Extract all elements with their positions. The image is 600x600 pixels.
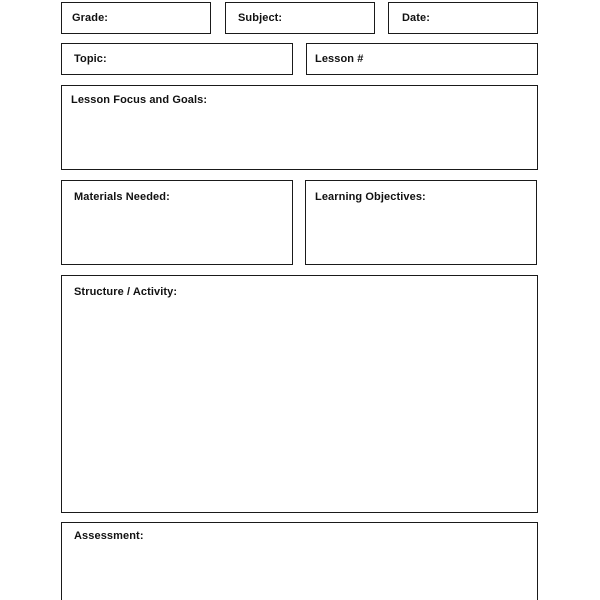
lesson-number-field[interactable]	[306, 43, 538, 75]
subject-label: Subject:	[238, 12, 283, 24]
objectives-field[interactable]	[305, 180, 537, 265]
subject-field[interactable]	[225, 2, 375, 34]
topic-label: Topic:	[74, 53, 107, 65]
grade-label: Grade:	[72, 12, 109, 24]
grade-field[interactable]	[61, 2, 211, 34]
structure-activity-label: Structure / Activity:	[74, 286, 178, 298]
date-field[interactable]	[388, 2, 538, 34]
assessment-field[interactable]	[61, 522, 538, 600]
objectives-label: Learning Objectives:	[315, 191, 426, 203]
focus-goals-label: Lesson Focus and Goals:	[71, 94, 208, 106]
topic-field[interactable]	[61, 43, 293, 75]
structure-activity-field[interactable]	[61, 275, 538, 513]
date-label: Date:	[402, 12, 431, 24]
materials-label: Materials Needed:	[74, 191, 170, 203]
materials-field[interactable]	[61, 180, 293, 265]
assessment-label: Assessment:	[74, 530, 144, 542]
focus-goals-field[interactable]	[61, 85, 538, 170]
lesson-number-label: Lesson #	[315, 53, 364, 65]
